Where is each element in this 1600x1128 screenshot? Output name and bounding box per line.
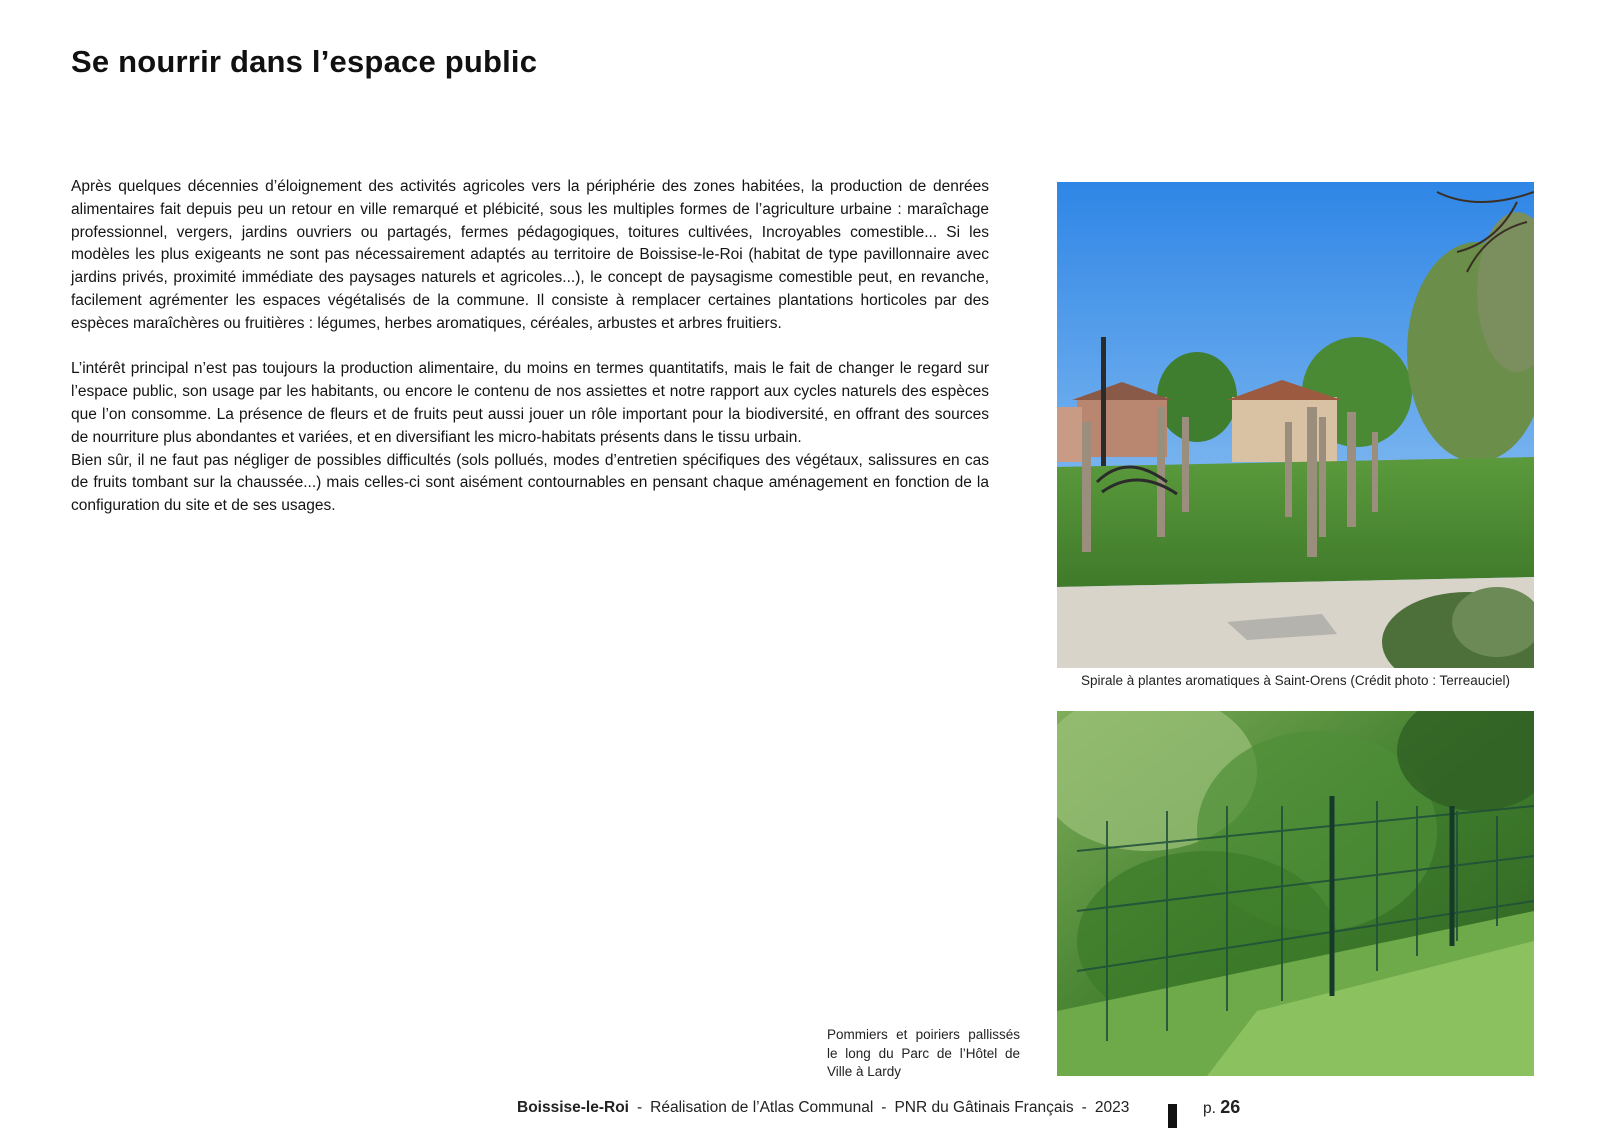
footer-separator: - (881, 1099, 887, 1116)
footer-divider-bar (1168, 1104, 1177, 1128)
photo-caption-1: Spirale à plantes aromatiques à Saint-Orens (Crédit photo : Terreauciel) (1081, 673, 1510, 688)
photo-espalier-trees (1057, 711, 1534, 1076)
footer-commune: Boissise-le-Roi (517, 1099, 629, 1116)
page-number (1203, 1097, 1240, 1118)
page-number-value: 26 (1220, 1097, 1241, 1117)
photo-park-aromatic-spiral (1057, 182, 1534, 668)
park-illustration (1057, 182, 1534, 668)
main-text (71, 176, 989, 518)
footer-project: Réalisation de l’Atlas Communal (650, 1099, 874, 1116)
paragraph-2: L’intérêt principal n’est pas toujours la production alimentaire, du moins en termes quantitatifs, mais le fait de changer le regard sur l’espace public, son usage par les habitants, ou encore le contenu de nos assiettes et notre rapport aux cycles naturels des espèces que l’on consomme. La présence de fleurs et de fruits peut aussi jouer un rôle important pour la biodiversité, en offrant des sources de nourriture plus abondantes et variées, et en diversifiant les micro-habitats présents dans le tissu urbain. (71, 360, 989, 446)
photo-caption-2: Pommiers et poiriers pallissés le long du Parc de l’Hôtel de Ville à Lardy (827, 1027, 1020, 1079)
page-title: Se nourrir dans l’espace public (71, 44, 538, 79)
paragraph-3: Bien sûr, il ne faut pas négliger de possibles difficultés (sols pollués, modes d’entretien spécifiques des végétaux, salissures en cas de fruits tombant sur la chaussée...) mais celles-ci sont aisément contournables en pensant chaque aménagement en fonction de la configuration du site et de ses usages. (71, 451, 989, 515)
paragraph-1: Après quelques décennies d’éloignement des activités agricoles vers la périphérie des zones habitées, la production de denrées alimentaires fait depuis peu un retour en ville remarqué et plébicité, sous les multiples formes de l’agriculture urbaine : maraîchage professionnel, vergers, jardins ouvriers ou partagés, fermes pédagogiques, toitures cultivées, Incroyables comestible... Si les modèles les plus exigeants ne sont pas nécessairement adaptés au territoire de Boissise-le-Roi (habitat de type pavillonnaire avec jardins privés, proximité immédiate des paysages naturels et agricoles...), le concept de paysagisme comestible peut, en revanche, facilement agrémenter les espaces végétalisés de la commune. Il consiste à remplacer certaines plantations horticoles par des espèces maraîchères ou fruitières : légumes, herbes aromatiques, céréales, arbustes et arbres fruitiers. (71, 178, 989, 332)
footer-year: 2023 (1094, 1099, 1130, 1116)
page-footer (517, 1099, 1129, 1117)
page-prefix: p. (1203, 1100, 1216, 1117)
footer-separator: - (636, 1099, 643, 1116)
espalier-illustration (1057, 711, 1534, 1076)
footer-separator: - (1081, 1099, 1087, 1116)
footer-organisation: PNR du Gâtinais Français (894, 1099, 1074, 1116)
